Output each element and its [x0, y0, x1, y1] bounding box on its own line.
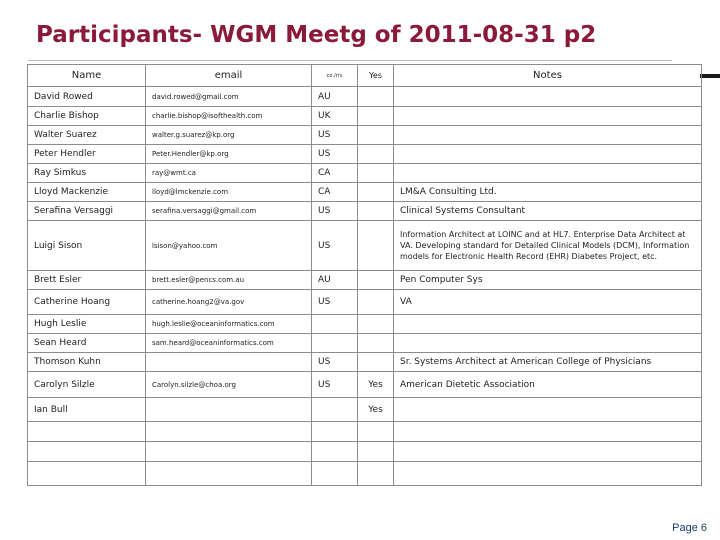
cell-country: [312, 462, 358, 486]
table-row: [28, 462, 702, 486]
table-row: [28, 422, 702, 442]
cell-email: catherine.hoang2@va.gov: [146, 290, 312, 315]
table-row: [28, 315, 702, 334]
cell-yes: [358, 422, 394, 442]
table-row: [28, 334, 702, 353]
cell-yes: [358, 126, 394, 145]
table-row: [28, 126, 702, 145]
cell-yes: [358, 290, 394, 315]
cell-notes: [394, 442, 702, 462]
cell-country: US: [312, 126, 358, 145]
cell-name: Peter Hendler: [28, 145, 146, 164]
cell-name: Walter Suarez: [28, 126, 146, 145]
cell-yes: [358, 315, 394, 334]
cell-email: [146, 353, 312, 372]
cell-name: David Rowed: [28, 87, 146, 107]
cell-yes: [358, 145, 394, 164]
table-row: [28, 372, 702, 398]
cell-yes: [358, 353, 394, 372]
cell-name: Luigi Sison: [28, 221, 146, 271]
cell-name: [28, 422, 146, 442]
cell-notes: Pen Computer Sys: [394, 271, 702, 290]
cell-country: US: [312, 221, 358, 271]
table-row: [28, 271, 702, 290]
cell-yes: [358, 334, 394, 353]
cell-email: sam.heard@oceaninformatics.com: [146, 334, 312, 353]
cell-notes: Information Architect at LOINC and at HL7. Enterprise Data Architect at VA. Developing standard for Detailed Clinical Models (DCM), Information models for Electronic Health Record (EHR) Diabetes Project, etc.: [394, 221, 702, 271]
table-row: [28, 290, 702, 315]
cell-yes: [358, 183, 394, 202]
table-header-row: [28, 65, 702, 87]
table-row: [28, 353, 702, 372]
cell-name: Brett Esler: [28, 271, 146, 290]
cell-email: walter.g.suarez@kp.org: [146, 126, 312, 145]
cell-name: Lloyd Mackenzie: [28, 183, 146, 202]
cell-email: brett.esler@pencs.com.au: [146, 271, 312, 290]
cell-email: [146, 442, 312, 462]
cell-name: Charlie Bishop: [28, 107, 146, 126]
cell-country: [312, 398, 358, 422]
header-name: Name: [28, 65, 146, 87]
table-row: [28, 145, 702, 164]
cell-name: Hugh Leslie: [28, 315, 146, 334]
cell-email: [146, 462, 312, 486]
cell-yes: [358, 107, 394, 126]
page-number: Page 6: [672, 522, 707, 534]
cell-country: UK: [312, 107, 358, 126]
title-divider: [28, 60, 672, 61]
cell-yes: [358, 442, 394, 462]
cell-notes: [394, 422, 702, 442]
header-yes: Yes: [358, 65, 394, 87]
cell-country: US: [312, 202, 358, 221]
cell-yes: [358, 87, 394, 107]
cell-notes: [394, 334, 702, 353]
cell-notes: Clinical Systems Consultant: [394, 202, 702, 221]
cell-country: US: [312, 145, 358, 164]
cell-email: Peter.Hendler@kp.org: [146, 145, 312, 164]
cell-notes: LM&A Consulting Ltd.: [394, 183, 702, 202]
cell-country: AU: [312, 87, 358, 107]
header-notes: Notes: [394, 65, 702, 87]
cell-name: [28, 442, 146, 462]
cell-email: Carolyn.silzle@choa.org: [146, 372, 312, 398]
cell-notes: [394, 87, 702, 107]
cell-yes: [358, 221, 394, 271]
cell-name: Serafina Versaggi: [28, 202, 146, 221]
table-row: [28, 202, 702, 221]
cell-country: US: [312, 372, 358, 398]
cell-email: hugh.leslie@oceaninformatics.com: [146, 315, 312, 334]
cell-email: david.rowed@gmail.com: [146, 87, 312, 107]
cell-email: charlie.bishop@isofthealth.com: [146, 107, 312, 126]
cell-notes: American Dietetic Association: [394, 372, 702, 398]
cell-country: [312, 334, 358, 353]
table-row: [28, 442, 702, 462]
cell-yes: [358, 202, 394, 221]
cell-email: lsison@yahoo.com: [146, 221, 312, 271]
cell-country: AU: [312, 271, 358, 290]
cell-email: ray@wmt.ca: [146, 164, 312, 183]
cell-country: US: [312, 290, 358, 315]
page-title: Participants- WGM Meetg of 2011-08-31 p2: [36, 22, 597, 48]
table-row: [28, 398, 702, 422]
cell-name: Thomson Kuhn: [28, 353, 146, 372]
cell-name: Ian Bull: [28, 398, 146, 422]
cell-email: [146, 398, 312, 422]
cell-country: [312, 315, 358, 334]
cell-country: US: [312, 353, 358, 372]
cell-notes: [394, 145, 702, 164]
table-row: [28, 183, 702, 202]
cell-notes: [394, 315, 702, 334]
cell-notes: VA: [394, 290, 702, 315]
cell-country: CA: [312, 183, 358, 202]
cell-yes: [358, 164, 394, 183]
cell-name: Ray Simkus: [28, 164, 146, 183]
cell-notes: [394, 164, 702, 183]
cell-email: [146, 422, 312, 442]
cell-name: Sean Heard: [28, 334, 146, 353]
cell-country: CA: [312, 164, 358, 183]
cell-yes: Yes: [358, 372, 394, 398]
cell-notes: [394, 107, 702, 126]
table-row: [28, 221, 702, 271]
cell-notes: [394, 126, 702, 145]
cell-email: serafina.versaggi@gmail.com: [146, 202, 312, 221]
table-row: [28, 87, 702, 107]
accent-bar: [700, 74, 720, 78]
cell-yes: [358, 271, 394, 290]
cell-country: [312, 422, 358, 442]
cell-email: lloyd@lmckenzie.com: [146, 183, 312, 202]
table-row: [28, 164, 702, 183]
cell-name: Catherine Hoang: [28, 290, 146, 315]
cell-notes: Sr. Systems Architect at American College of Physicians: [394, 353, 702, 372]
cell-name: [28, 462, 146, 486]
cell-notes: [394, 398, 702, 422]
participants-table: [27, 64, 702, 486]
header-email: email: [146, 65, 312, 87]
header-country: co./r/v: [312, 65, 358, 87]
cell-yes: Yes: [358, 398, 394, 422]
cell-notes: [394, 462, 702, 486]
cell-yes: [358, 462, 394, 486]
cell-country: [312, 442, 358, 462]
table-row: [28, 107, 702, 126]
cell-name: Carolyn Silzle: [28, 372, 146, 398]
